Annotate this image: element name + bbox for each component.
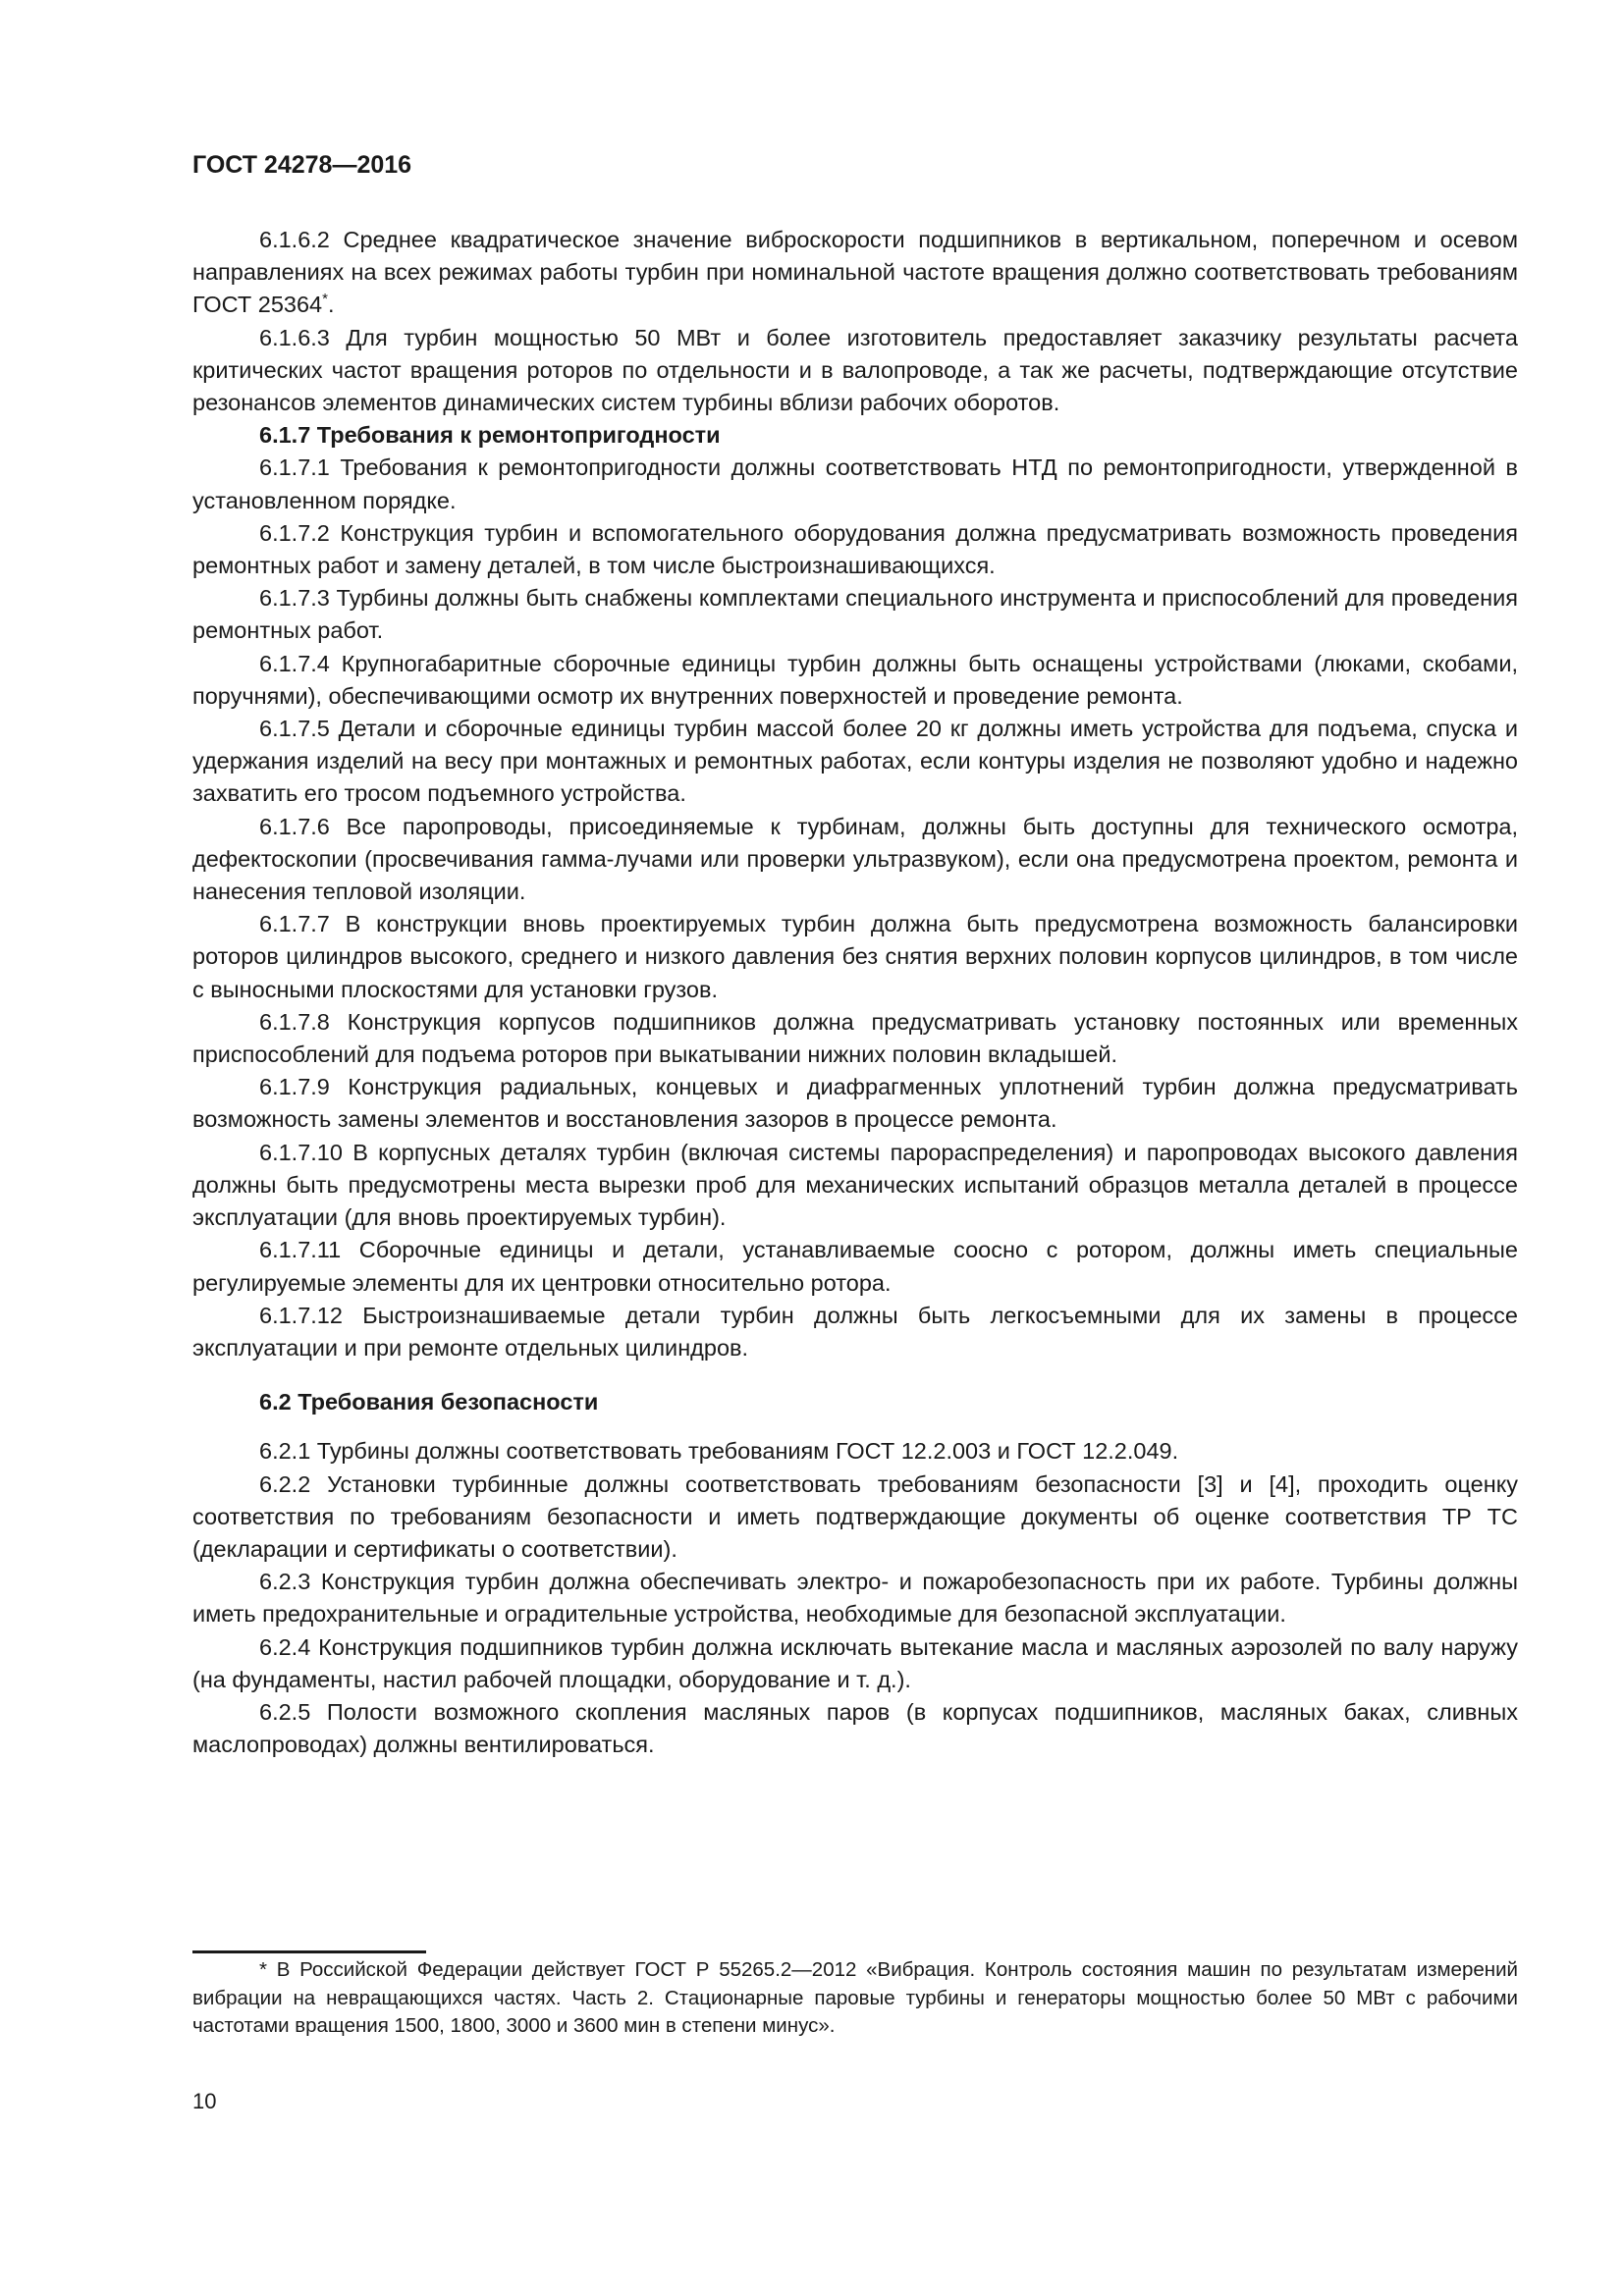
paragraph: 6.2.5 Полости возможного скопления масляных паров (в корпусах подшипников, масляных баках, сливных маслопроводах) должны вентилироваться. [192, 1698, 1518, 1758]
footnote: * В Российской Федерации действует ГОСТ Р 55265.2—2012 «Вибрация. Контроль состояния машин по результатам измерений вибрации на невращающихся частях. Часть 2. Стационарные паровые турбины и генераторы мощностью более 50 МВт с рабочими частотами вращения 1500, 1800, 3000 и 3600 мин в степени минус». [192, 1958, 1518, 2038]
paragraph: 6.2.3 Конструкция турбин должна обеспечивать электро- и пожаробезопасность при их работе. Турбины должны иметь предохранительные и оградительные устройства, необходимые для безопасной эксплуатации. [192, 1569, 1518, 1628]
section-heading-6-1-7: 6.1.7 Требования к ремонтопригодности [259, 422, 721, 449]
paragraph-6-1-6-2 [192, 224, 1518, 322]
paragraph: 6.1.7.9 Конструкция радиальных, концевых и диафрагменных уплотнений турбин должна предусматривать возможность замены элементов и восстановления зазоров в процессе ремонта. [192, 1074, 1518, 1133]
paragraph: 6.1.7.8 Конструкция корпусов подшипников должна предусматривать установку постоянных или временных приспособлений для подъема роторов при выкатывании нижних половин вкладышей. [192, 1008, 1518, 1068]
footnote-marker[interactable]: * [322, 291, 328, 308]
document-body [192, 224, 1518, 1761]
paragraph: 6.1.7.1 Требования к ремонтопригодности должны соответствовать НТД по ремонтопригодности, утвержденной в установленном порядке. [192, 454, 1518, 513]
paragraph: 6.2.4 Конструкция подшипников турбин должна исключать вытекание масла и масляных аэрозолей по валу наружу (на фундаменты, настил рабочей площадки, оборудование и т. д.). [192, 1633, 1518, 1692]
paragraph: 6.1.7.2 Конструкция турбин и вспомогательного оборудования должна предусматривать возможность проведения ремонтных работ и замену деталей, в том числе быстроизнашивающихся. [192, 519, 1518, 579]
page-number: 10 [192, 2089, 217, 2113]
section-heading-6-2: 6.2 Требования безопасности [259, 1389, 599, 1415]
paragraph: 6.1.7.11 Сборочные единицы и детали, устанавливаемые соосно с ротором, должны иметь специальные регулируемые элементы для их центровки относительно ротора. [192, 1237, 1518, 1296]
paragraph-text: 6.1.6.2 Среднее квадратическое значение виброскорости подшипников в вертикальном, поперечном и осевом направлениях на всех режимах работы турбин при номинальной частоте вращения должно соответствовать требованиям ГОСТ 25364 [192, 227, 1518, 318]
paragraph: 6.1.7.3 Турбины должны быть снабжены комплектами специального инструмента и приспособлений для проведения ремонтных работ. [192, 585, 1518, 644]
paragraph: 6.1.7.5 Детали и сборочные единицы турбин массой более 20 кг должны иметь устройства для подъема, спуска и удержания изделий на весу при монтажных и ремонтных работах, если контуры изделия не позволяют удобно и надежно захватить его тросом подъемного устройства. [192, 716, 1518, 807]
paragraph: 6.1.7.10 В корпусных деталях турбин (включая системы парораспределения) и паропроводах высокого давления должны быть предусмотрены места вырезки проб для механических испытаний образцов металла деталей в процессе эксплуатации (для вновь проектируемых турбин). [192, 1139, 1518, 1231]
paragraph: 6.1.7.6 Все паропроводы, присоединяемые к турбинам, должны быть доступны для технического осмотра, дефектоскопии (просвечивания гамма-лучами или проверки ультразвуком), если она предусмотрена проектом, ремонта и нанесения тепловой изоляции. [192, 813, 1518, 905]
paragraph: 6.1.7.12 Быстроизнашиваемые детали турбин должны быть легкосъемными для их замены в процессе эксплуатации и при ремонте отдельных цилиндров. [192, 1302, 1518, 1361]
footnote-divider [192, 1950, 426, 1953]
paragraph: 6.1.7.7 В конструкции вновь проектируемых турбин должна быть предусмотрена возможность балансировки роторов цилиндров высокого, среднего и низкого давления без снятия верхних половин корпусов цилиндров, в том числе с выносными плоскостями для установки грузов. [192, 911, 1518, 1002]
paragraph-6-1-6-3: 6.1.6.3 Для турбин мощностью 50 МВт и более изготовитель предоставляет заказчику результаты расчета критических частот вращения роторов по отдельности и в валопроводе, а так же расчеты, подтверждающие отсутствие резонансов элементов динамических систем турбины вблизи рабочих оборотов. [192, 324, 1518, 416]
document-header: ГОСТ 24278—2016 [192, 151, 412, 179]
paragraph: 6.2.2 Установки турбинные должны соответствовать требованиям безопасности [3] и [4], проходить оценку соответствия по требованиям безопасности и иметь подтверждающие документы об оценке соответствия ТР ТС (декларации и сертификаты о соответствии). [192, 1470, 1518, 1562]
period: . [327, 292, 335, 318]
paragraph: 6.2.1 Турбины должны соответствовать требованиям ГОСТ 12.2.003 и ГОСТ 12.2.049. [259, 1438, 1179, 1465]
paragraph: 6.1.7.4 Крупногабаритные сборочные единицы турбин должны быть оснащены устройствами (люками, скобами, поручнями), обеспечивающими осмотр их внутренних поверхностей и проведение ремонта. [192, 650, 1518, 709]
